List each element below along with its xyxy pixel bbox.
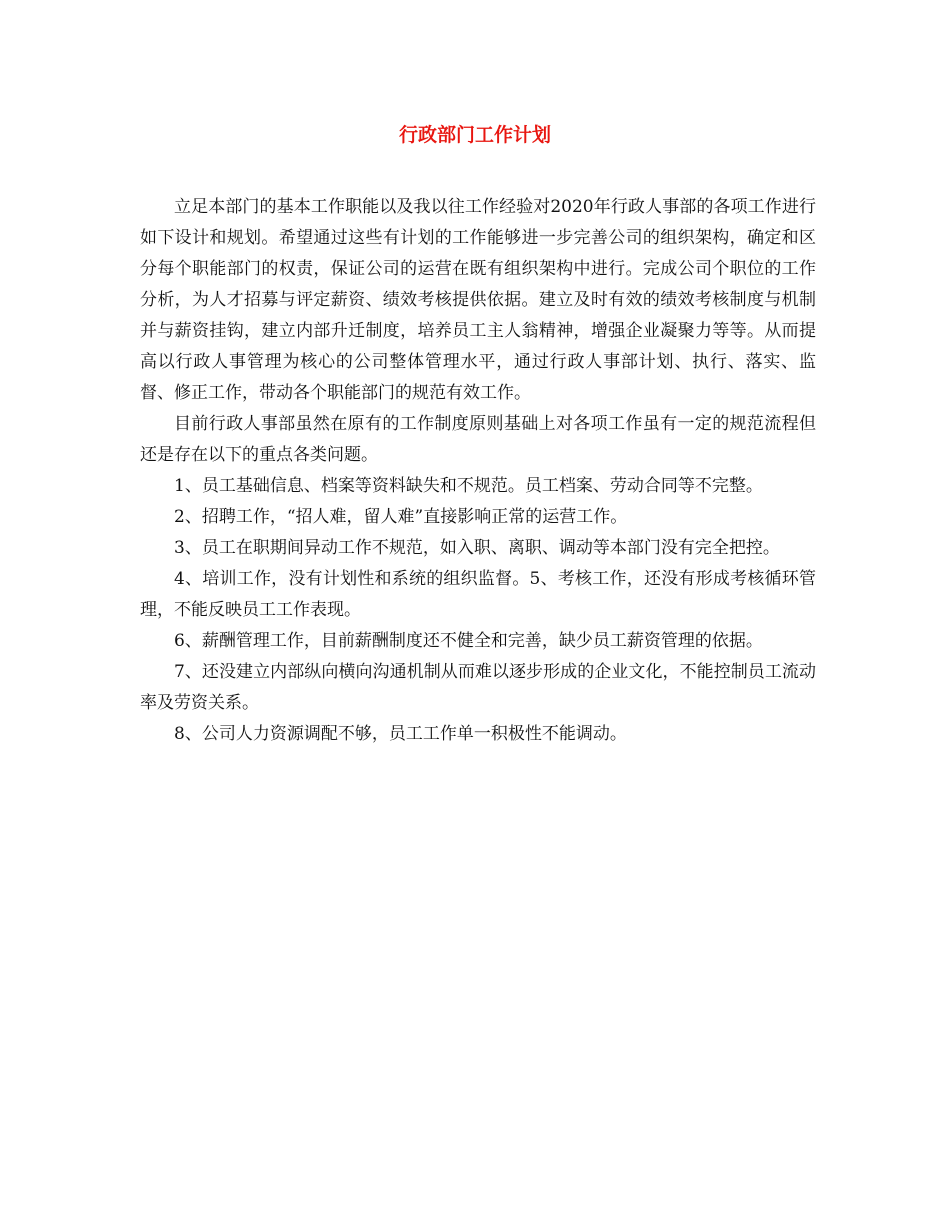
- paragraph-problems-intro: 目前行政人事部虽然在原有的工作制度原则基础上对各项工作虽有一定的规范流程但还是存在以下的重点各类问题。: [140, 414, 816, 465]
- paragraph-item-3: 3、员工在职期间异动工作不规范，如入职、离职、调动等本部门没有完全把控。: [174, 538, 780, 558]
- paragraph-item-1: 1、员工基础信息、档案等资料缺失和不规范。员工档案、劳动合同等不完整。: [174, 476, 763, 496]
- paragraph-item-2: 2、招聘工作，“招人难，留人难”直接影响正常的运营工作。: [174, 507, 628, 527]
- paragraph-item-4-5: 4、培训工作，没有计划性和系统的组织监督。5、考核工作，还没有形成考核循环管理，不能反映员工工作表现。: [140, 569, 816, 620]
- paragraph-item-6: 6、薪酬管理工作，目前薪酬制度还不健全和完善，缺少员工薪资管理的依据。: [174, 631, 763, 651]
- paragraph-item-7: 7、还没建立内部纵向横向沟通机制从而难以逐步形成的企业文化，不能控制员工流动率及劳资关系。: [140, 662, 816, 713]
- document-title: 行政部门工作计划: [398, 124, 551, 146]
- paragraph-intro: 立足本部门的基本工作职能以及我以往工作经验对2020年行政人事部的各项工作进行如下设计和规划。希望通过这些有计划的工作能够进一步完善公司的组织架构，确定和区分每个职能部门的权责，保证公司的运营在既有组织架构中进行。完成公司个职位的工作分析，为人才招募与评定薪资、绩效考核提供依据。建立及时有效的绩效考核制度与机制并与薪资挂钩，建立内部升迁制度，培养员工主人翁精神，增强企业凝聚力等等。从而提高以行政人事管理为核心的公司整体管理水平，通过行政人事部计划、执行、落实、监督、修正工作，带动各个职能部门的规范有效工作。: [140, 197, 816, 403]
- document-body: [140, 192, 816, 750]
- paragraph-item-8: 8、公司人力资源调配不够，员工工作单一积极性不能调动。: [174, 724, 627, 744]
